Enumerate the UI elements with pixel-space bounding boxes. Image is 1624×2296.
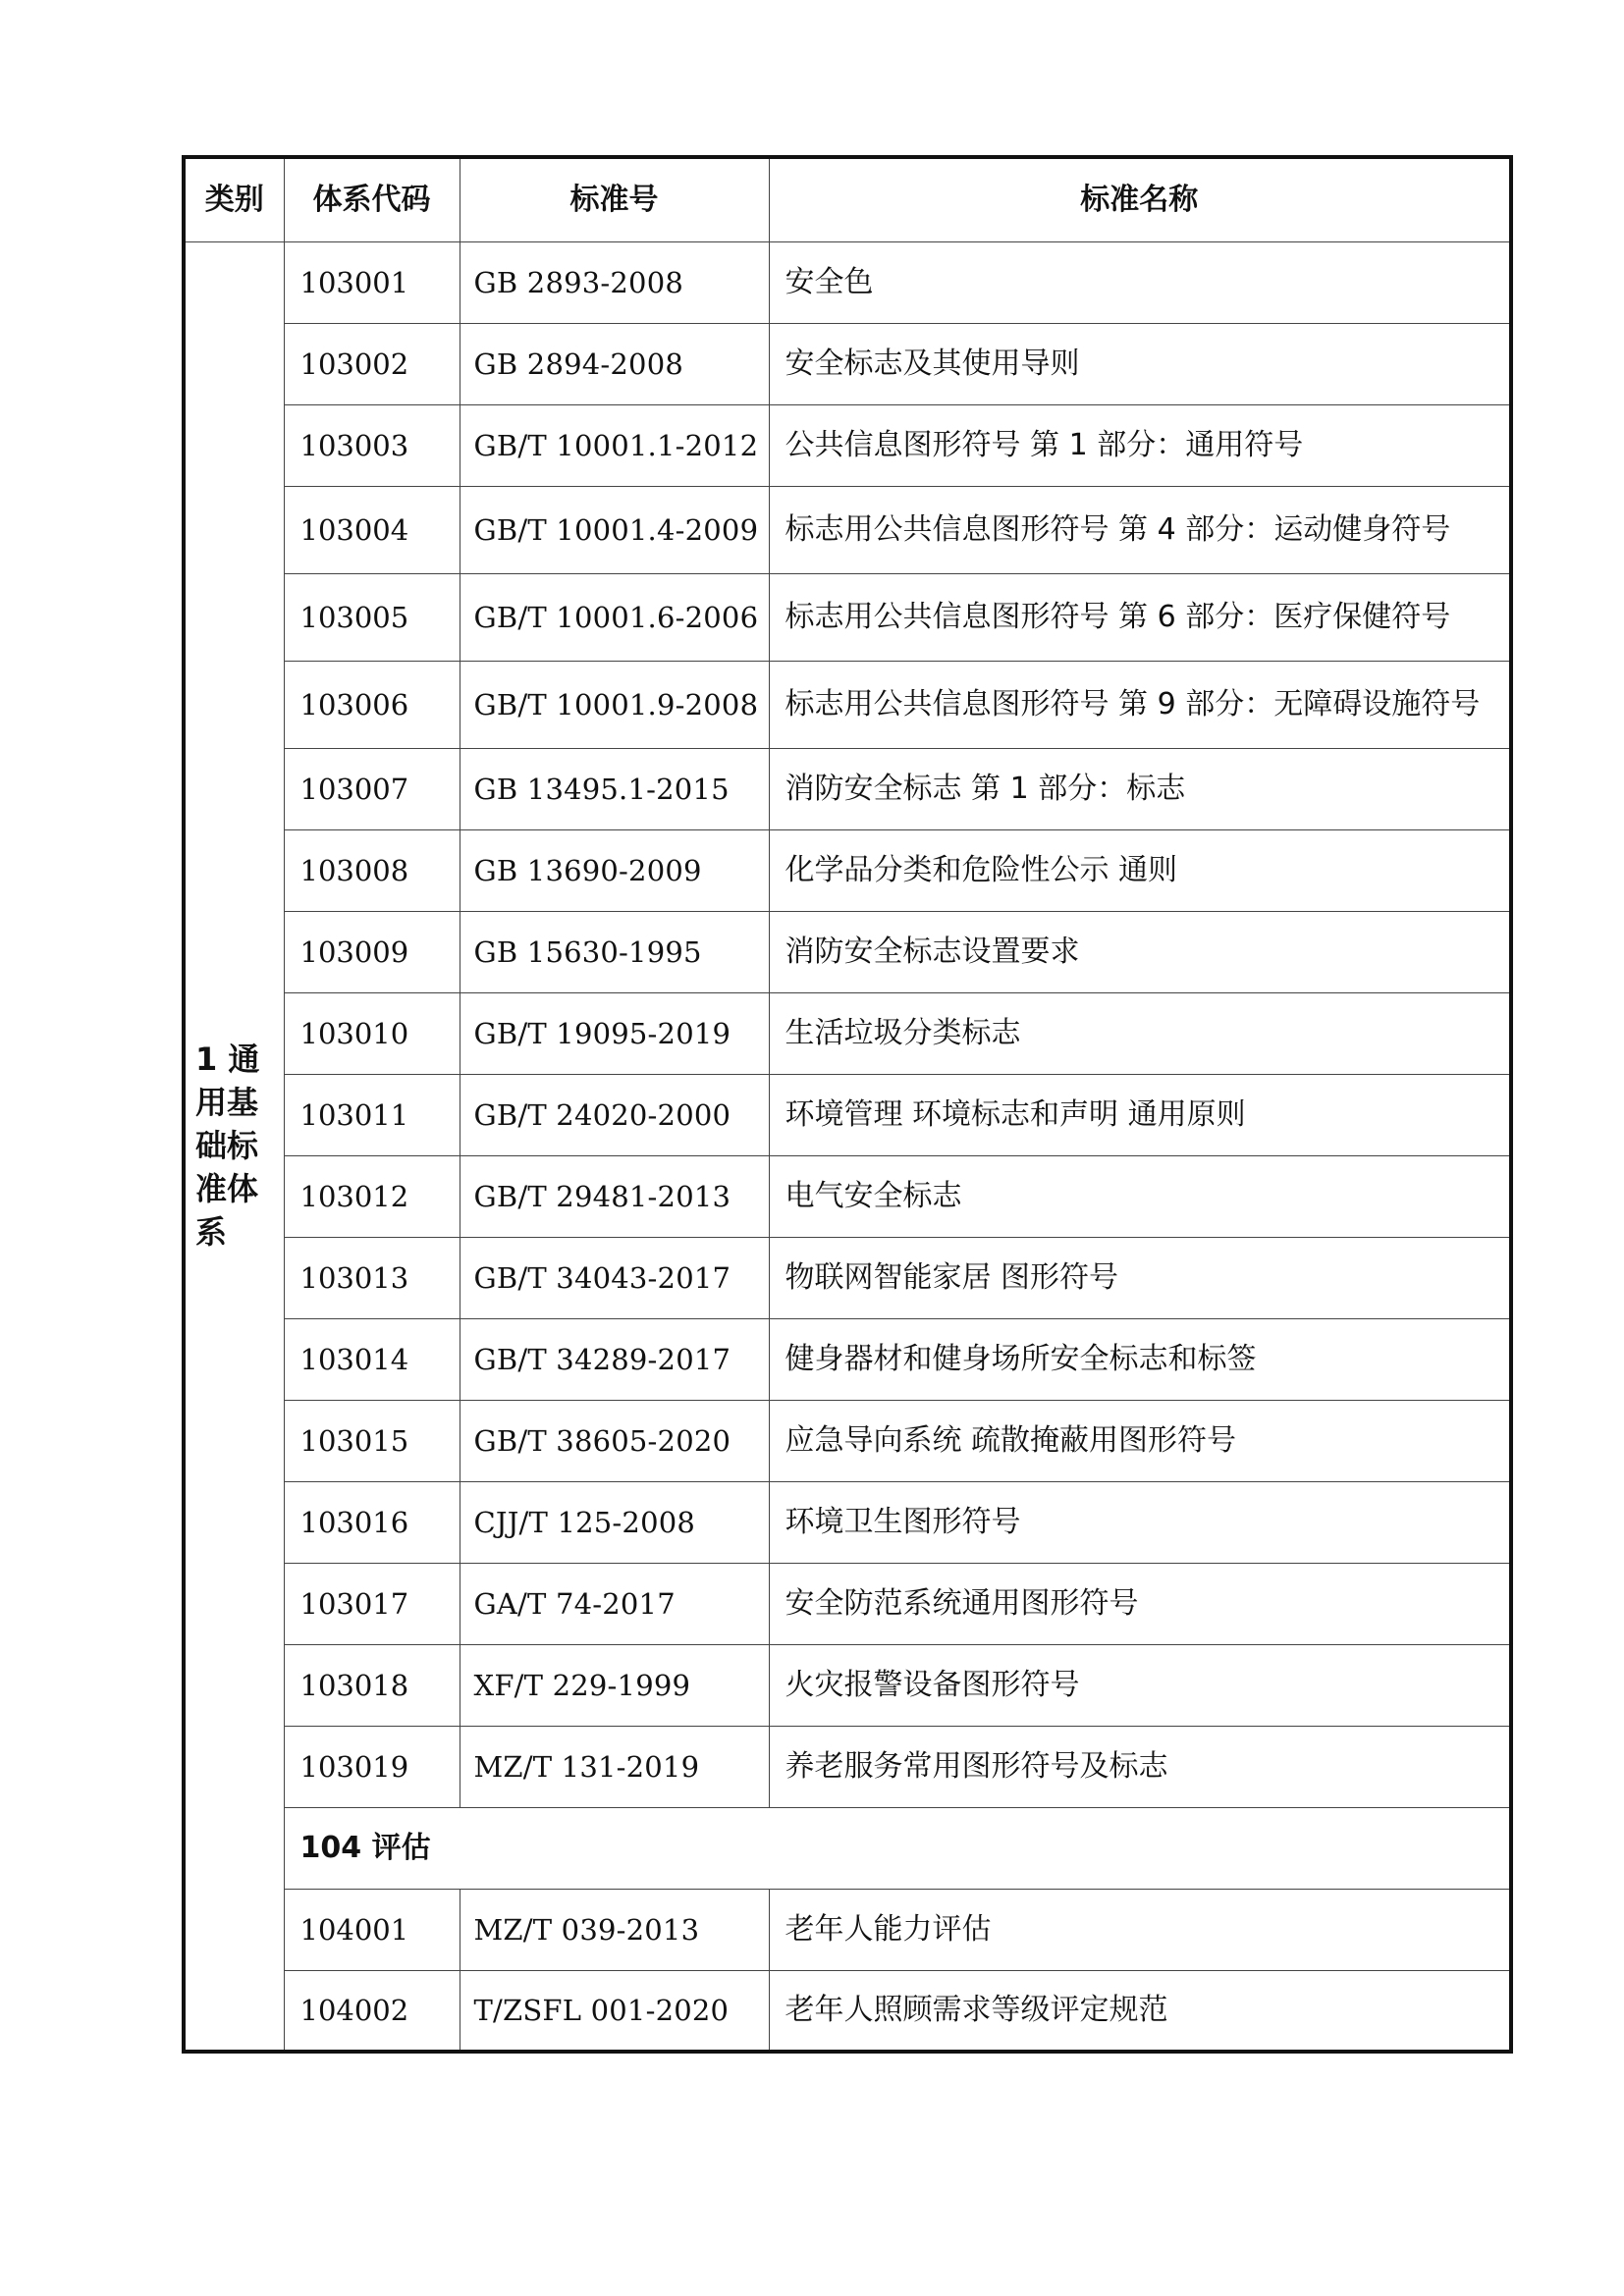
section-104-label: 104 评估: [284, 1807, 1511, 1889]
code-cell: 103005: [284, 573, 460, 661]
standard-no-cell: GB/T 38605-2020: [460, 1400, 769, 1481]
code-cell: 103008: [284, 829, 460, 911]
table-row: [184, 1400, 1511, 1481]
standard-no-cell: GB/T 34043-2017: [460, 1237, 769, 1318]
code-cell: 103004: [284, 486, 460, 573]
standard-name-cell: 安全标志及其使用导则: [769, 323, 1511, 404]
code-cell: 103014: [284, 1318, 460, 1400]
header-standard-no: 标准号: [460, 157, 769, 241]
table-row: [184, 1481, 1511, 1563]
code-cell: 103013: [284, 1237, 460, 1318]
standard-name-cell: 老年人照顾需求等级评定规范: [769, 1970, 1511, 2052]
standard-no-cell: T/ZSFL 001-2020: [460, 1970, 769, 2052]
code-cell: 103017: [284, 1563, 460, 1644]
standard-no-cell: GB/T 29481-2013: [460, 1155, 769, 1237]
code-cell: 103019: [284, 1726, 460, 1807]
code-cell: 103016: [284, 1481, 460, 1563]
standard-name-cell: 消防安全标志 第 1 部分：标志: [769, 748, 1511, 829]
standard-no-cell: GB 15630-1995: [460, 911, 769, 992]
code-cell: 103006: [284, 661, 460, 748]
code-cell: 104002: [284, 1970, 460, 2052]
standard-no-cell: GB 2894-2008: [460, 323, 769, 404]
table-row: [184, 748, 1511, 829]
section-row: [184, 1807, 1511, 1889]
code-cell: 103011: [284, 1074, 460, 1155]
standard-name-cell: 标志用公共信息图形符号 第 4 部分：运动健身符号: [769, 486, 1511, 573]
standard-no-cell: GB/T 10001.4-2009: [460, 486, 769, 573]
standard-name-cell: 环境管理 环境标志和声明 通用原则: [769, 1074, 1511, 1155]
standard-no-cell: GB/T 10001.1-2012: [460, 404, 769, 486]
standard-name-cell: 老年人能力评估: [769, 1889, 1511, 1970]
standard-no-cell: GB 13495.1-2015: [460, 748, 769, 829]
standard-no-cell: GB/T 10001.6-2006: [460, 573, 769, 661]
standards-table: [182, 155, 1513, 2054]
standard-name-cell: 安全色: [769, 241, 1511, 323]
table-row: [184, 241, 1511, 323]
standard-no-cell: GB 13690-2009: [460, 829, 769, 911]
table-row: [184, 1237, 1511, 1318]
standard-name-cell: 标志用公共信息图形符号 第 6 部分：医疗保健符号: [769, 573, 1511, 661]
code-cell: 103009: [284, 911, 460, 992]
table-row: [184, 323, 1511, 404]
table-row: [184, 1644, 1511, 1726]
standard-name-cell: 养老服务常用图形符号及标志: [769, 1726, 1511, 1807]
standard-name-cell: 应急导向系统 疏散掩蔽用图形符号: [769, 1400, 1511, 1481]
header-code: 体系代码: [284, 157, 460, 241]
standard-no-cell: MZ/T 039-2013: [460, 1889, 769, 1970]
code-cell: 103015: [284, 1400, 460, 1481]
standard-no-cell: GB/T 19095-2019: [460, 992, 769, 1074]
code-cell: 103007: [284, 748, 460, 829]
code-cell: 103010: [284, 992, 460, 1074]
table-row: [184, 1726, 1511, 1807]
header-category: 类别: [184, 157, 284, 241]
table-row: [184, 661, 1511, 748]
table-row: [184, 1970, 1511, 2052]
standard-name-cell: 物联网智能家居 图形符号: [769, 1237, 1511, 1318]
standard-name-cell: 化学品分类和危险性公示 通则: [769, 829, 1511, 911]
table-row: [184, 573, 1511, 661]
table-row: [184, 992, 1511, 1074]
standard-no-cell: GB/T 24020-2000: [460, 1074, 769, 1155]
standard-name-cell: 环境卫生图形符号: [769, 1481, 1511, 1563]
code-cell: 103002: [284, 323, 460, 404]
table-row: [184, 404, 1511, 486]
standard-name-cell: 消防安全标志设置要求: [769, 911, 1511, 992]
header-row: [184, 157, 1511, 241]
code-cell: 103001: [284, 241, 460, 323]
standard-name-cell: 标志用公共信息图形符号 第 9 部分：无障碍设施符号: [769, 661, 1511, 748]
code-cell: 103018: [284, 1644, 460, 1726]
standard-name-cell: 电气安全标志: [769, 1155, 1511, 1237]
standard-name-cell: 火灾报警设备图形符号: [769, 1644, 1511, 1726]
standard-name-cell: 安全防范系统通用图形符号: [769, 1563, 1511, 1644]
category-cell: 1 通用基础标准体系: [184, 241, 284, 2052]
table-row: [184, 1074, 1511, 1155]
standard-no-cell: GB/T 10001.9-2008: [460, 661, 769, 748]
standard-name-cell: 公共信息图形符号 第 1 部分：通用符号: [769, 404, 1511, 486]
table-row: [184, 911, 1511, 992]
code-cell: 104001: [284, 1889, 460, 1970]
table-row: [184, 829, 1511, 911]
table-row: [184, 486, 1511, 573]
standard-no-cell: XF/T 229-1999: [460, 1644, 769, 1726]
standard-no-cell: GB/T 34289-2017: [460, 1318, 769, 1400]
standard-name-cell: 健身器材和健身场所安全标志和标签: [769, 1318, 1511, 1400]
code-cell: 103012: [284, 1155, 460, 1237]
header-standard-name: 标准名称: [769, 157, 1511, 241]
table-row: [184, 1889, 1511, 1970]
standard-no-cell: GB 2893-2008: [460, 241, 769, 323]
table-row: [184, 1563, 1511, 1644]
standard-no-cell: GA/T 74-2017: [460, 1563, 769, 1644]
code-cell: 103003: [284, 404, 460, 486]
standard-no-cell: MZ/T 131-2019: [460, 1726, 769, 1807]
table-row: [184, 1155, 1511, 1237]
standard-name-cell: 生活垃圾分类标志: [769, 992, 1511, 1074]
table-row: [184, 1318, 1511, 1400]
standard-no-cell: CJJ/T 125-2008: [460, 1481, 769, 1563]
